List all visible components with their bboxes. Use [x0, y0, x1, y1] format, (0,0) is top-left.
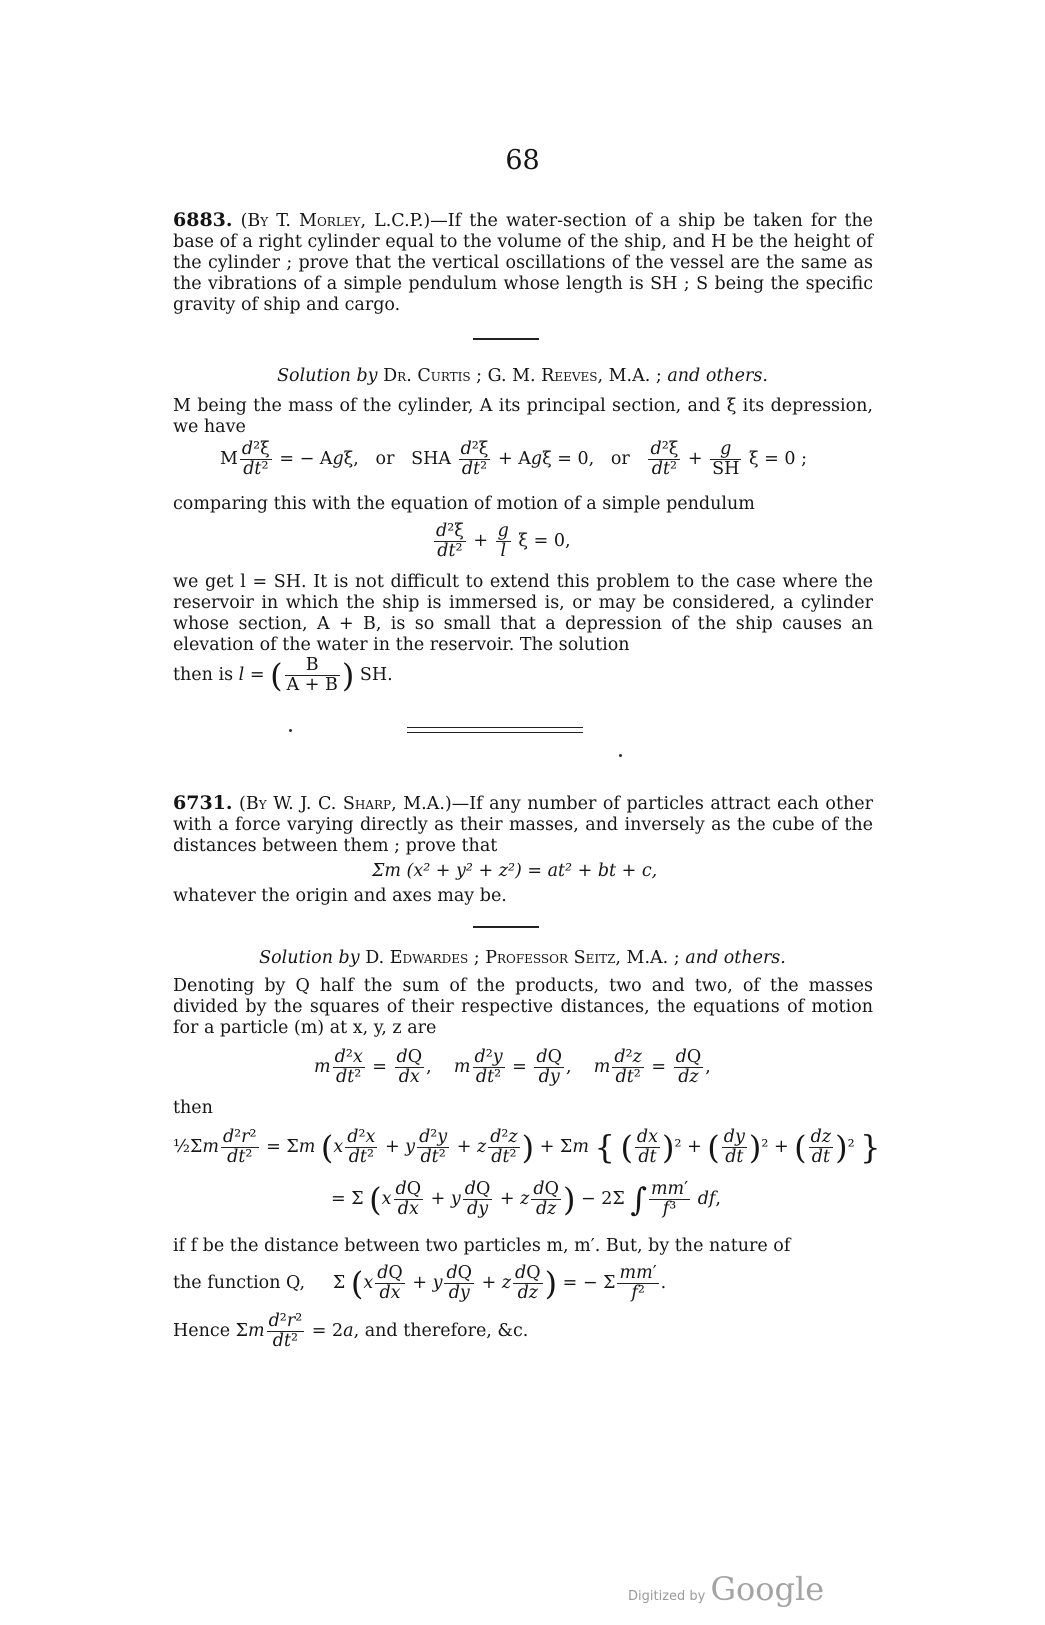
equations-of-motion-particle: m $\frac{\text{d²x}}{\text{dt²}}$ = $\frac{dQ}{dx}$ , m $\frac{\text{d²y}}{\text{dt²}}$ = $\frac{dQ}{dy}$ , m $\frac{\text{d²z}}{\text{dt²}}$ = $\frac{dQ}{dz}$ , — [314, 1047, 711, 1087]
question-6731-statement — [173, 793, 873, 857]
function-q-prefix: the function Q, — [173, 1273, 306, 1293]
watermark-small: Digitized by — [628, 1589, 706, 1604]
solver-names: Dr. Curtis ; G. M. Reeves, M.A. ; — [383, 366, 662, 386]
question-text: —If any number of particles attract each other with a force varying directly as their masses, and inversely as the cube of the distances between them ; prove that — [173, 794, 873, 856]
question-author: (By T. Morley, L.C.P.) — [240, 211, 431, 231]
then-label: then — [173, 1098, 213, 1118]
question-statement-end: whatever the origin and axes may be. — [173, 886, 507, 906]
equation-function-q: the function Q, Σ (x $\frac{dQ}{dx}$ + y $\frac{dQ}{dy}$ + z $\frac{dQ}{dz}$ ) = − Σ $\frac{mm'}{\text{f²}}$ . — [173, 1263, 667, 1303]
equation-simple-pendulum: $\frac{\text{d²ξ}}{\text{dt²}}$ + $\frac{g}{l}$ ξ = 0, — [436, 521, 571, 561]
solution-paragraph: we get l = SH. It is not difficult to extend this problem to the case where the reservoir in which the ship is immersed is, or may be considered, a cylinder whose section, A + B, is so small that a depression of the ship causes an elevation of the water in the reservoir. The solution — [173, 572, 873, 655]
equation-motion-cylinder: M $\frac{\text{d²ξ}}{\text{dt²}}$ = − Agξ, or SHA $\frac{\text{d²ξ}}{\text{dt²}}$ + Agξ = 0, or $\frac{\text{d²ξ}}{\text{dt²}}$ + $\frac{g}{SH}$ ξ = 0 ; — [220, 439, 807, 479]
print-speck — [619, 754, 622, 757]
solution-paragraph: M being the mass of the cylinder, A its principal section, and ξ its depression, we have — [173, 396, 873, 437]
double-rule-bottom — [407, 732, 583, 733]
google-logo: Google — [710, 1570, 825, 1608]
solution-paragraph: Denoting by Q half the sum of the products, two and two, of the masses divided by the squares of their respective distances, the equations of motion for a particle (m) at x, y, z are — [173, 976, 873, 1038]
question-equation: Σm (x² + y² + z²) = at² + bt + c, — [372, 861, 658, 881]
and-others-label: and others. — [685, 948, 786, 968]
hence-suffix: and therefore, &c. — [364, 1321, 529, 1341]
solution-heading-6731 — [0, 948, 1045, 968]
solution-paragraph: if f be the distance between two particles m, m′. But, by the nature of — [173, 1236, 791, 1256]
equation-second-derivative: ½Σm $\frac{\text{d²r²}}{\text{dt²}}$ = Σm (x $\frac{\text{d²x}}{\text{dt²}}$ + y $\frac{\text{d²y}}{\text{dt²}}$ + z $\frac{\text{d²z}}{\text{dt²}}$ ) + Σm { ( $\frac{dx}{dt}$ )² + ( $\frac{dy}{dt}$ )² + ( $\frac{dz}{dt}$ )² } — [173, 1127, 881, 1167]
solver-names: D. Edwardes ; Professor Seitz, M.A. ; — [365, 948, 680, 968]
section-rule — [473, 338, 539, 340]
print-speck — [289, 729, 292, 732]
solution-result: then is l = ( $\frac{B}{A + B}$ ) SH. — [173, 655, 393, 695]
hence-prefix: Hence — [173, 1321, 231, 1341]
digitized-watermark — [628, 1570, 824, 1608]
section-rule — [473, 926, 539, 928]
equation-potential-form: = Σ (x $\frac{dQ}{dx}$ + y $\frac{dQ}{dy}$ + z $\frac{dQ}{dz}$ ) − 2Σ ∫ $\frac{mm'}{\text{f³}}$ df, — [331, 1179, 721, 1219]
result-prefix: then is — [173, 665, 234, 685]
question-author: (By W. J. C. Sharp, M.A.) — [239, 794, 452, 814]
and-others-label: and others. — [667, 366, 768, 386]
question-6883-statement — [173, 210, 873, 316]
equation-conclusion: Hence Σm $\frac{\text{d²r²}}{\text{dt²}}$ = 2a, and therefore, &c. — [173, 1311, 529, 1351]
page-number: 68 — [505, 145, 540, 176]
question-number: 6883. — [173, 209, 233, 231]
question-number: 6731. — [173, 792, 233, 814]
solution-by-label: Solution by — [259, 948, 360, 968]
question-text: —If the water-section of a ship be taken for the base of a right cylinder equal to the volume of the ship, and H be the height of the cylinder ; prove that the vertical oscillations of the vessel are the same as the vibrations of a simple pendulum whose length is SH ; S being the specific gravity of ship and cargo. — [173, 211, 873, 315]
double-rule-top — [407, 727, 583, 728]
solution-by-label: Solution by — [277, 366, 378, 386]
solution-heading-6883 — [0, 366, 1045, 386]
result-suffix: SH. — [359, 665, 393, 685]
solution-paragraph: comparing this with the equation of motion of a simple pendulum — [173, 494, 755, 514]
